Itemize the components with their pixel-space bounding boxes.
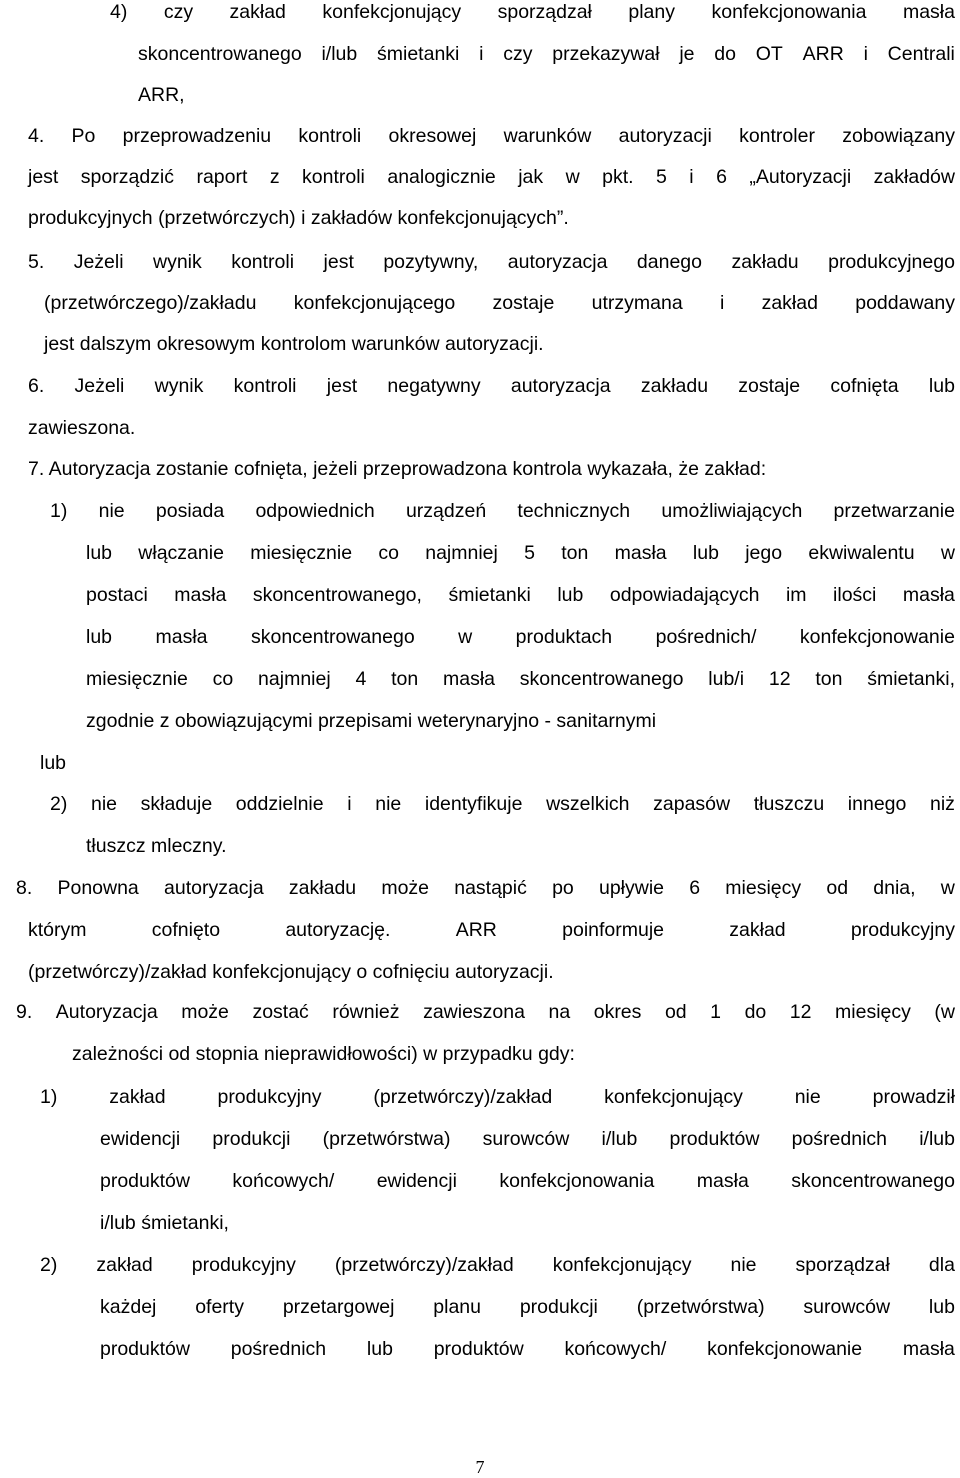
text-line: jest sporządzić raport z kontroli analogicznie jak w pkt. 5 i 6 „Autoryzacji zakładów xyxy=(28,166,955,188)
text-line: produktów końcowych/ ewidencji konfekcjonowania masła skoncentrowanego xyxy=(100,1170,955,1192)
text-line: 5. Jeżeli wynik kontroli jest pozytywny, autoryzacja danego zakładu produkcyjnego xyxy=(28,251,955,273)
text-line: zawieszona. xyxy=(28,417,136,439)
page-number: 7 xyxy=(475,1457,485,1477)
text-line: zgodnie z obowiązującymi przepisami weterynaryjno - sanitarnymi xyxy=(86,710,657,732)
text-line: lub xyxy=(40,752,67,774)
text-line: produktów pośrednich lub produktów końcowych/ konfekcjonowanie masła xyxy=(100,1338,955,1360)
text-line: lub masła skoncentrowanego w produktach pośrednich/ konfekcjonowanie xyxy=(86,626,955,648)
text-line: tłuszcz mleczny. xyxy=(86,835,227,857)
text-line: zależności od stopnia nieprawidłowości) w przypadku gdy: xyxy=(72,1043,575,1065)
text-line: jest dalszym okresowym kontrolom warunków autoryzacji. xyxy=(44,333,544,355)
text-line: produkcyjnych (przetwórczych) i zakładów konfekcjonujących”. xyxy=(28,207,569,229)
text-line: (przetwórczy)/zakład konfekcjonujący o cofnięciu autoryzacji. xyxy=(28,961,554,983)
text-line: którym cofnięto autoryzację. ARR poinformuje zakład produkcyjny xyxy=(28,919,955,941)
text-line: każdej oferty przetargowej planu produkcji (przetwórstwa) surowców lub xyxy=(100,1296,955,1318)
text-line: ARR, xyxy=(138,84,185,106)
text-line: 1) nie posiada odpowiednich urządzeń technicznych umożliwiających przetwarzanie xyxy=(50,500,955,522)
text-line: 9. Autoryzacja może zostać również zawieszona na okres od 1 do 12 miesięcy (w xyxy=(16,1001,955,1023)
text-line: 8. Ponowna autoryzacja zakładu może nastąpić po upływie 6 miesięcy od dnia, w xyxy=(16,877,955,899)
text-line: 7. Autoryzacja zostanie cofnięta, jeżeli przeprowadzona kontrola wykazała, że zakład: xyxy=(28,458,767,480)
text-line: i/lub śmietanki, xyxy=(100,1212,229,1234)
text-line: 2) nie składuje oddzielnie i nie identyfikuje wszelkich zapasów tłuszczu innego niż xyxy=(50,793,955,815)
text-line: postaci masła skoncentrowanego, śmietanki lub odpowiadających im ilości masła xyxy=(86,584,955,606)
text-line: ewidencji produkcji (przetwórstwa) surowców i/lub produktów pośrednich i/lub xyxy=(100,1128,955,1150)
text-line: 4. Po przeprowadzeniu kontroli okresowej warunków autoryzacji kontroler zobowiązany xyxy=(28,125,955,147)
text-line: skoncentrowanego i/lub śmietanki i czy przekazywał je do OT ARR i Centrali xyxy=(138,43,955,65)
text-line: 6. Jeżeli wynik kontroli jest negatywny autoryzacja zakładu zostaje cofnięta lub xyxy=(28,375,955,397)
text-line: (przetwórczego)/zakładu konfekcjonującego zostaje utrzymana i zakład poddawany xyxy=(44,292,955,314)
text-line: lub włączanie miesięcznie co najmniej 5 ton masła lub jego ekwiwalentu w xyxy=(86,542,955,564)
text-line: miesięcznie co najmniej 4 ton masła skoncentrowanego lub/i 12 ton śmietanki, xyxy=(86,668,955,690)
text-line: 2) zakład produkcyjny (przetwórczy)/zakład konfekcjonujący nie sporządzał dla xyxy=(40,1254,955,1276)
text-line: 4) czy zakład konfekcjonujący sporządzał plany konfekcjonowania masła xyxy=(110,1,955,23)
text-line: 1) zakład produkcyjny (przetwórczy)/zakład konfekcjonujący nie prowadził xyxy=(40,1086,955,1108)
